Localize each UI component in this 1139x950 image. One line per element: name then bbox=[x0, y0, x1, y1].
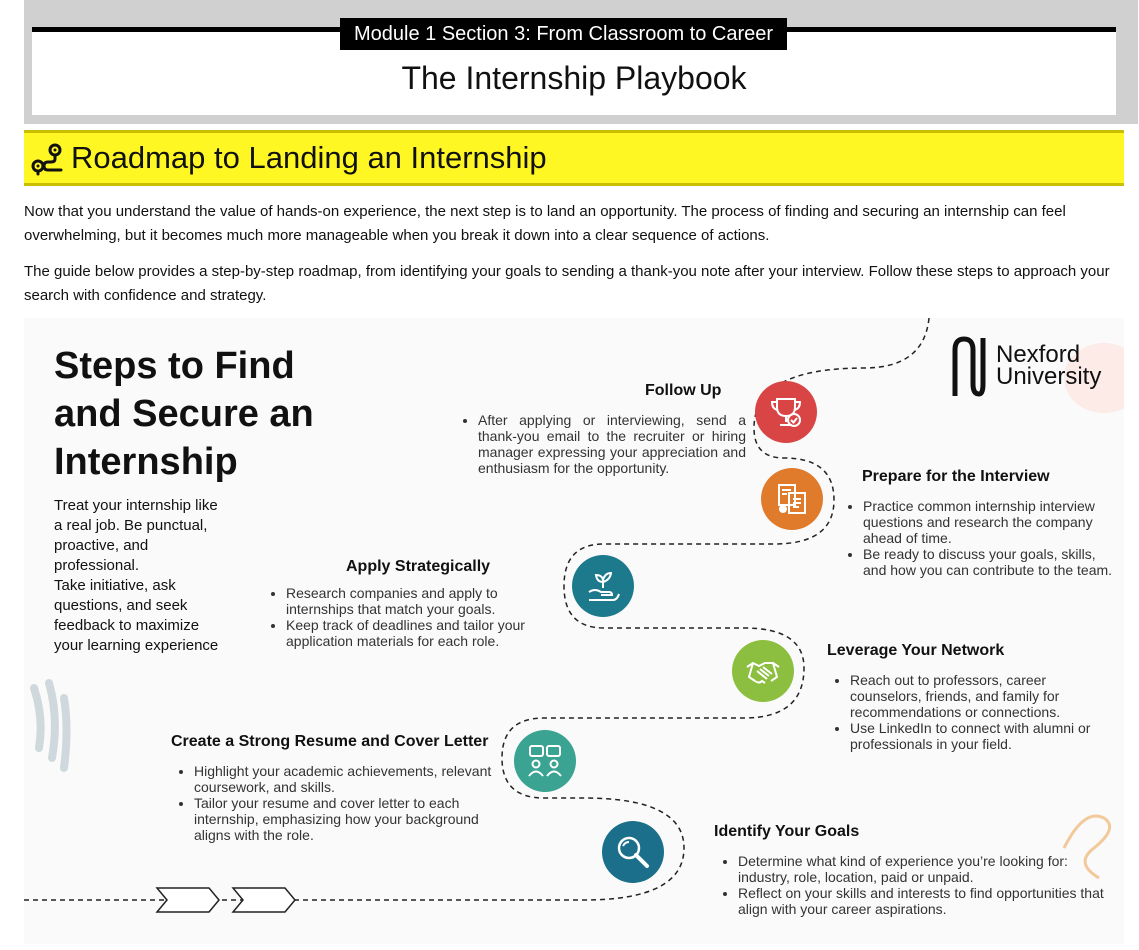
logo-line: Nexford bbox=[996, 341, 1081, 368]
list-item: • Tailor your resume and cover letter to each internship, emphasizing how your background aligns with the role. bbox=[194, 795, 494, 843]
module-label: Module 1 Section 3: From Classroom to Career bbox=[340, 18, 787, 50]
nexford-logo-text bbox=[996, 341, 1102, 390]
plant-hand-icon bbox=[585, 568, 621, 604]
section-banner bbox=[24, 130, 1124, 186]
logo-line: University bbox=[996, 363, 1102, 390]
apply-circle bbox=[572, 555, 634, 617]
conversation-icon bbox=[527, 743, 563, 779]
list-item: • Highlight your academic achievements, relevant coursework, and skills. bbox=[194, 763, 494, 795]
step-list-goals bbox=[724, 853, 1118, 917]
intro-line: Take initiative, ask bbox=[54, 577, 176, 594]
step-title-apply: Apply Strategically bbox=[346, 558, 491, 575]
step-title-resume: Create a Strong Resume and Cover Letter bbox=[171, 733, 489, 750]
step-title-goals: Identify Your Goals bbox=[714, 823, 860, 840]
intro-line: proactive, and bbox=[54, 537, 149, 554]
step-title-network: Leverage Your Network bbox=[827, 642, 1005, 659]
infographic-title-line: Steps to Find bbox=[54, 345, 295, 387]
list-item: • Research companies and apply to internships that match your goals. bbox=[286, 585, 566, 617]
intro-line: professional. bbox=[54, 557, 140, 574]
step-list-apply bbox=[272, 585, 566, 649]
intro-paragraph-1: Now that you understand the value of hands-on experience, the next step is to land an opportunity. The process of finding and securing an internship can feel overwhelming, but it becomes much more manageable when you break it down into a clear sequence of actions. bbox=[24, 203, 1066, 244]
page-title: The Internship Playbook bbox=[401, 60, 747, 96]
step-title-follow-up: Follow Up bbox=[645, 382, 722, 399]
list-item: • After applying or interviewing, send a thank-you email to the recruiter or hiring manager expressing your appreciation and enthusiasm for the opportunity. bbox=[478, 412, 746, 476]
infographic-intro bbox=[54, 496, 254, 656]
step-list-resume bbox=[180, 763, 494, 843]
internship-infographic bbox=[24, 318, 1124, 944]
infographic-title-line: Internship bbox=[54, 441, 238, 483]
network-circle bbox=[732, 640, 794, 702]
list-item: • Practice common internship interview questions and research the company ahead of time. bbox=[863, 498, 1113, 546]
intro-line: a real job. Be punctual, bbox=[54, 517, 208, 534]
step-list-network bbox=[836, 672, 1120, 752]
intro-line: feedback to maximize bbox=[54, 617, 200, 634]
magnifier-icon bbox=[615, 834, 651, 870]
list-item: • Reach out to professors, career counselors, friends, and family for recommendations or connections. bbox=[850, 672, 1120, 720]
infographic-title bbox=[54, 342, 354, 486]
intro-line: your learning experience bbox=[54, 637, 219, 654]
step-list-prepare bbox=[849, 498, 1113, 578]
route-icon bbox=[30, 143, 64, 177]
resume-circle bbox=[514, 730, 576, 792]
intro-paragraph-2: The guide below provides a step-by-step roadmap, from identifying your goals to sending a thank-you note after your interview. Follow these steps to approach your search with confidence and strategy. bbox=[24, 263, 1110, 304]
nexford-logo-icon bbox=[952, 336, 986, 398]
goals-circle bbox=[602, 821, 664, 883]
follow-up-circle bbox=[755, 381, 817, 443]
step-list-follow-up bbox=[464, 412, 746, 476]
list-item: • Be ready to discuss your goals, skills, and how you can contribute to the team. bbox=[863, 546, 1113, 578]
list-item: • Determine what kind of experience you’re looking for: industry, role, location, paid or unpaid. bbox=[738, 853, 1118, 885]
section-heading: Roadmap to Landing an Internship bbox=[71, 140, 547, 175]
intro-line: questions, and seek bbox=[54, 597, 188, 614]
prepare-circle bbox=[761, 468, 823, 530]
infographic-title-line: and Secure an bbox=[54, 393, 314, 435]
handshake-icon bbox=[745, 653, 781, 689]
documents-icon bbox=[774, 481, 810, 517]
trophy-icon bbox=[768, 394, 804, 430]
list-item: • Keep track of deadlines and tailor your application materials for each role. bbox=[286, 617, 566, 649]
intro-line: Treat your internship like bbox=[54, 497, 218, 514]
list-item: • Use LinkedIn to connect with alumni or professionals in your field. bbox=[850, 720, 1120, 752]
list-item: • Reflect on your skills and interests to find opportunities that align with your career aspirations. bbox=[738, 885, 1118, 917]
step-title-prepare: Prepare for the Interview bbox=[862, 468, 1050, 485]
